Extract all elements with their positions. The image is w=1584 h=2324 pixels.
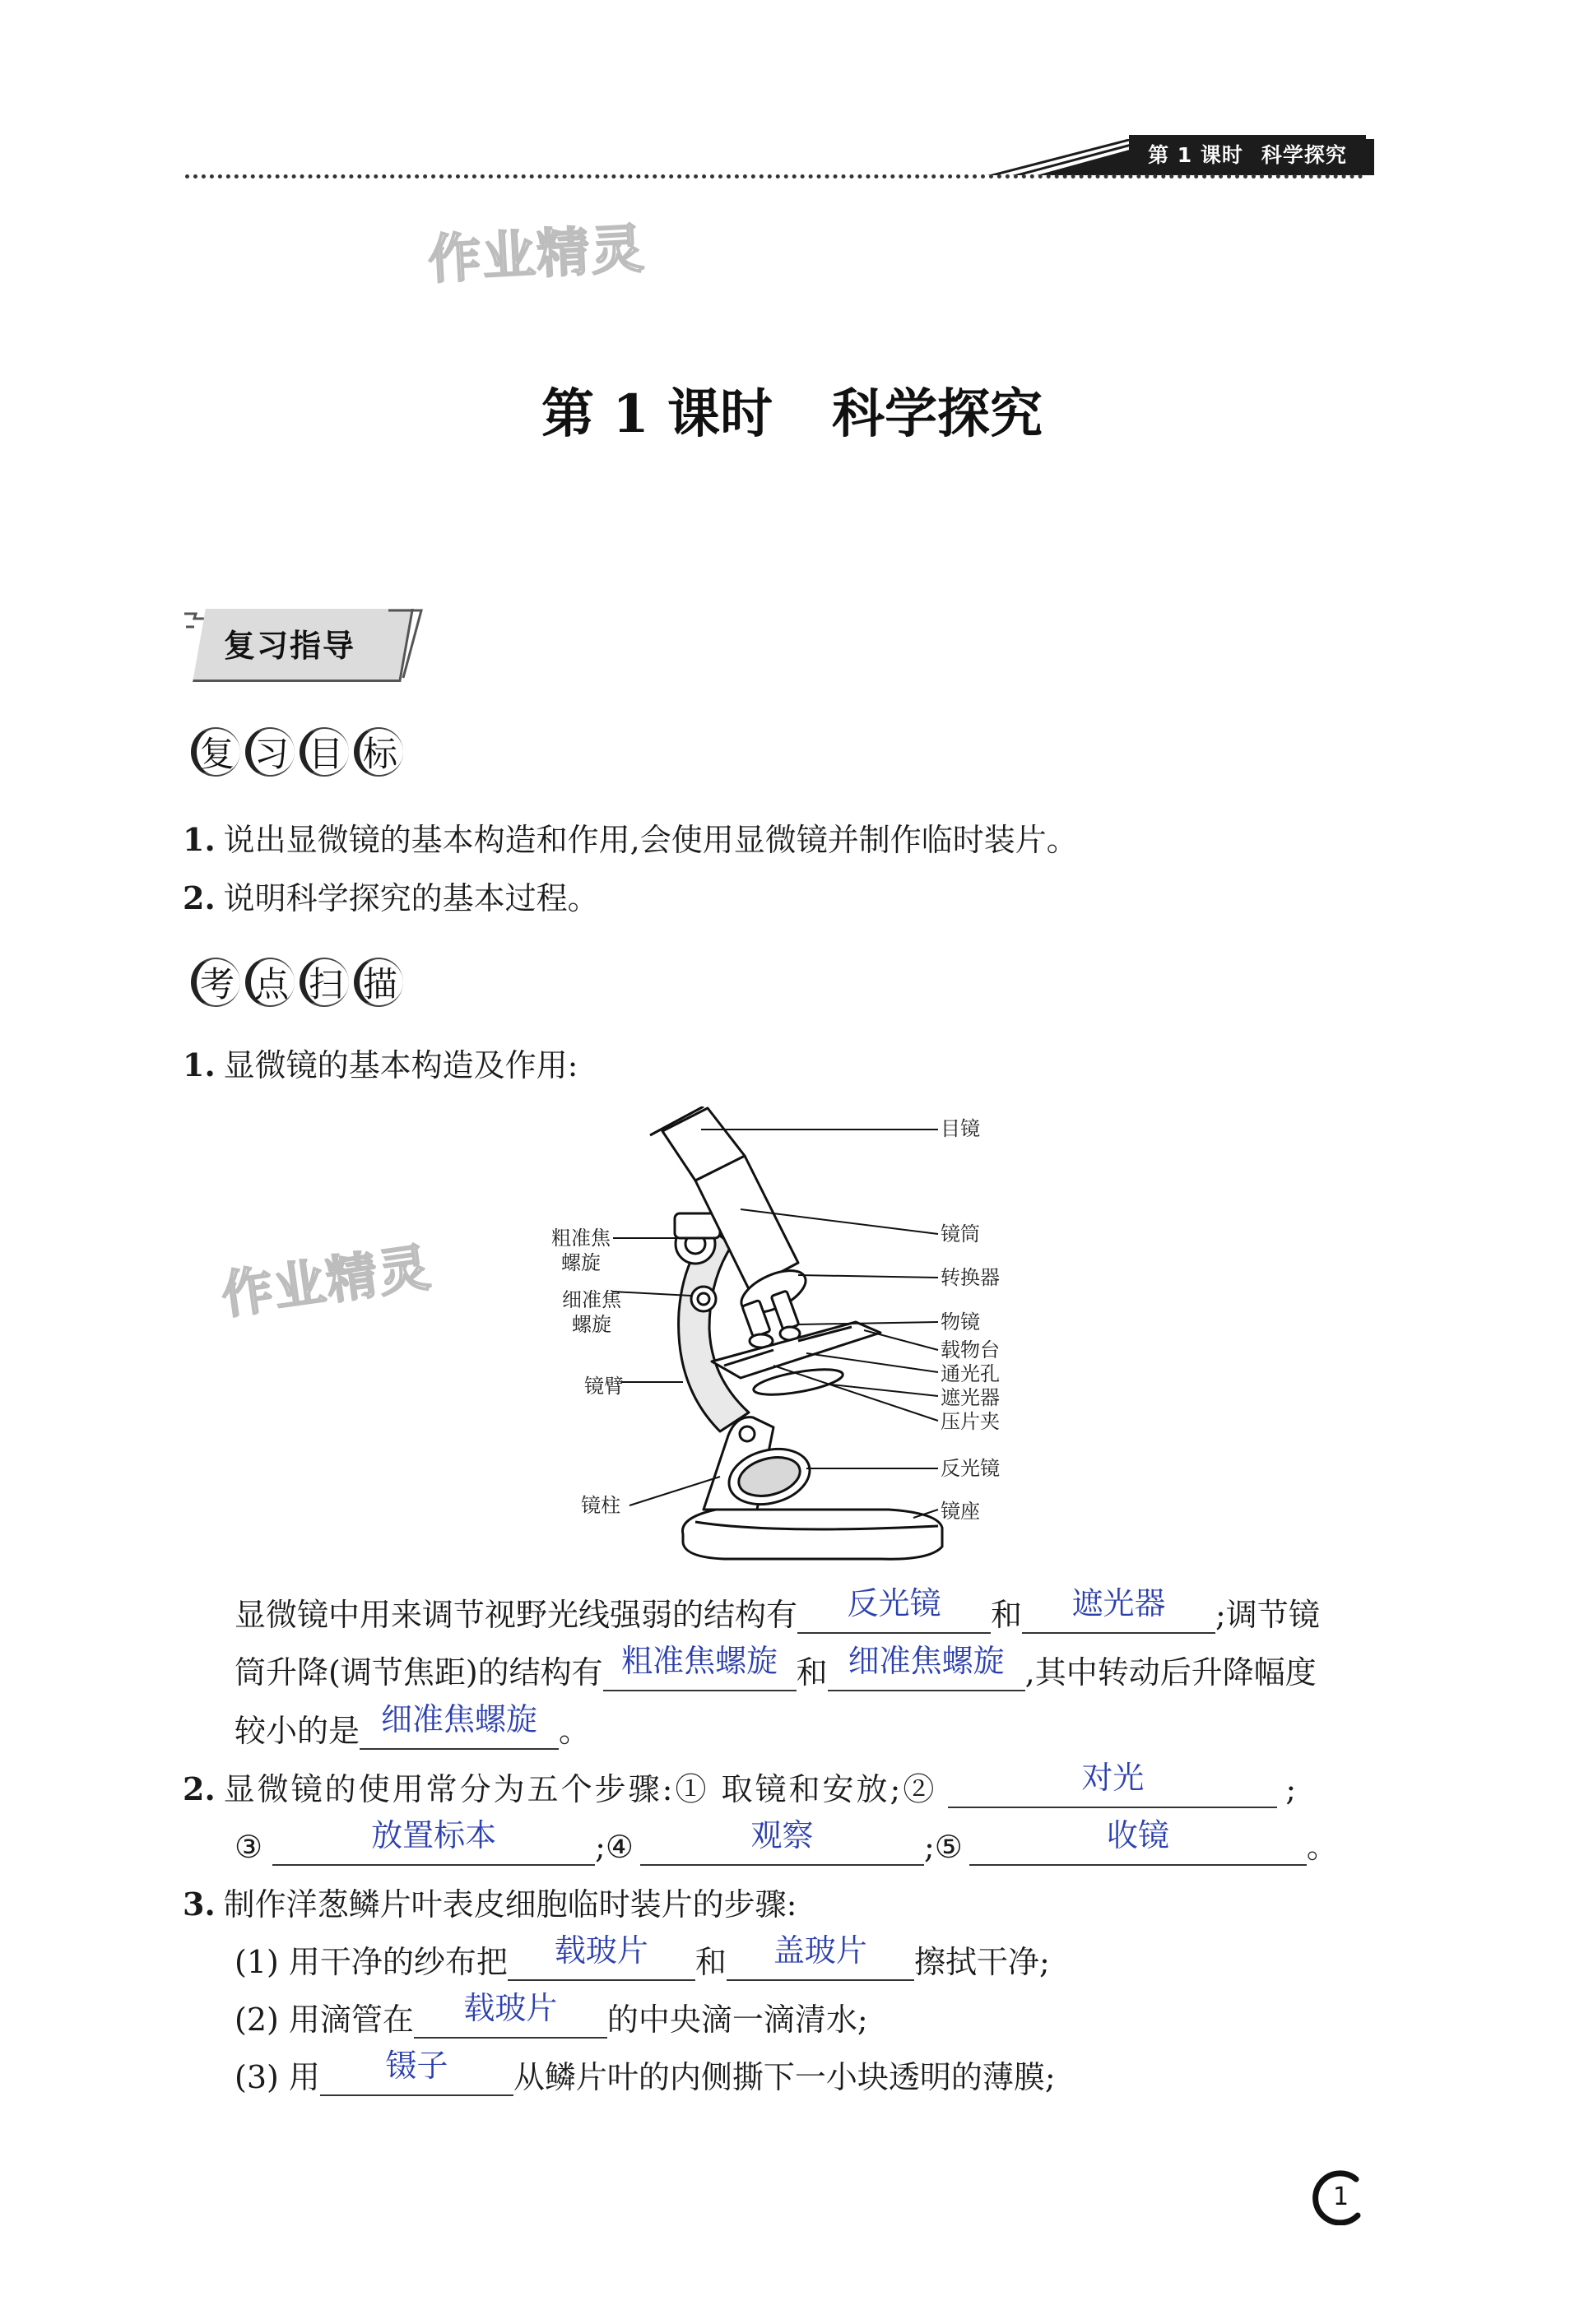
label-diaphragm: 遮光器 xyxy=(941,1386,1000,1409)
heading-char: 扫 xyxy=(300,956,352,1009)
label-eyepiece: 目镜 xyxy=(941,1117,980,1140)
page-number: 1 xyxy=(1308,2168,1366,2225)
label-objective: 物镜 xyxy=(941,1310,980,1334)
label-tube: 镜筒 xyxy=(941,1222,980,1245)
answer-step-5: 收镜 xyxy=(1106,1817,1169,1853)
section-banner xyxy=(183,609,430,684)
label-mirror: 反光镜 xyxy=(941,1457,1000,1480)
header-lesson-tab xyxy=(1129,135,1366,173)
heading-char: 标 xyxy=(354,726,406,778)
label-stage: 载物台 xyxy=(941,1338,1000,1361)
q2-line-1: 2. 显微镜的使用常分为五个步骤:① 取镜和安放;② 对光 ; xyxy=(183,1760,1297,1807)
answer-light-1: 反光镜 xyxy=(847,1585,941,1621)
watermark-middle: 作业精灵 xyxy=(217,1236,435,1326)
answer-slide: 载玻片 xyxy=(554,1932,648,1969)
heading-char: 目 xyxy=(300,726,352,778)
answer-focus-1: 粗准焦螺旋 xyxy=(621,1643,778,1679)
watermark-top: 作业精灵 xyxy=(426,219,648,291)
header-lesson: 第 1 课时 xyxy=(1148,143,1243,167)
q3-step-2: (2) 用滴管在 载玻片 的中央滴一滴清水; xyxy=(235,1990,868,2038)
q3-heading: 3. 制作洋葱鳞片叶表皮细胞临时装片的步骤: xyxy=(183,1886,797,1923)
q3-step-1: (1) 用干净的纱布把 载玻片 和 盖玻片 擦拭干净; xyxy=(235,1932,1050,1980)
q2-line-2: ③ 放置标本 ;④ 观察 ;⑤ 收镜 。 xyxy=(235,1817,1338,1865)
fill-line-2: 筒升降(调节焦距)的结构有 粗准焦螺旋 和 细准焦螺旋 ,其中转动后升降幅度 xyxy=(235,1643,1317,1691)
banner-tail-decoration xyxy=(380,604,430,686)
scan-heading xyxy=(191,956,406,1009)
label-pillar: 镜柱 xyxy=(581,1494,620,1517)
label-nosepiece: 转换器 xyxy=(941,1266,1000,1289)
label-clip: 压片夹 xyxy=(941,1410,1000,1433)
answer-coverslip: 盖玻片 xyxy=(773,1932,867,1969)
page-title xyxy=(0,372,1584,448)
label-base: 镜座 xyxy=(941,1500,980,1523)
label-fine-focus: 细准焦 螺旋 xyxy=(562,1288,621,1336)
heading-char: 复 xyxy=(191,726,244,778)
heading-char: 描 xyxy=(354,956,406,1009)
scan-question-1: 1. 显微镜的基本构造及作用: xyxy=(183,1046,578,1083)
answer-light-2: 遮光器 xyxy=(1071,1585,1166,1621)
heading-char: 习 xyxy=(245,726,298,778)
answer-slide-2: 载玻片 xyxy=(463,1990,558,2026)
heading-char: 点 xyxy=(245,956,298,1009)
answer-step-4: 观察 xyxy=(750,1817,814,1853)
label-aperture: 通光孔 xyxy=(941,1362,1000,1385)
label-arm: 镜臂 xyxy=(584,1375,624,1398)
banner-label: 复习指导 xyxy=(224,628,356,664)
answer-tweezers: 镊子 xyxy=(385,2048,448,2084)
q3-step-3: (3) 用 镊子 从鳞片叶的内侧撕下一小块透明的薄膜; xyxy=(235,2048,1056,2095)
fill-line-1: 显微镜中用来调节视野光线强弱的结构有 反光镜 和 遮光器 ;调节镜 xyxy=(235,1585,1320,1633)
answer-step-2: 对光 xyxy=(1081,1760,1145,1796)
header-topic: 科学探究 xyxy=(1261,143,1347,167)
goal-item-2: 2. 说明科学探究的基本过程。 xyxy=(183,879,599,916)
answer-fine-focus: 细准焦螺旋 xyxy=(381,1701,538,1737)
review-goals-heading xyxy=(191,726,406,778)
answer-focus-2: 细准焦螺旋 xyxy=(848,1643,1005,1679)
label-coarse-focus: 粗准焦 螺旋 xyxy=(551,1227,611,1274)
heading-char: 考 xyxy=(191,956,244,1009)
header-divider xyxy=(185,174,1363,179)
fill-line-3: 较小的是 细准焦螺旋 。 xyxy=(235,1701,591,1749)
title-topic: 科学探究 xyxy=(832,383,1043,445)
goal-item-1: 1. 说出显微镜的基本构造和作用,会使用显微镜并制作临时装片。 xyxy=(183,821,1078,858)
title-lesson: 第 1 课时 xyxy=(541,383,773,445)
answer-step-3: 放置标本 xyxy=(371,1817,497,1853)
